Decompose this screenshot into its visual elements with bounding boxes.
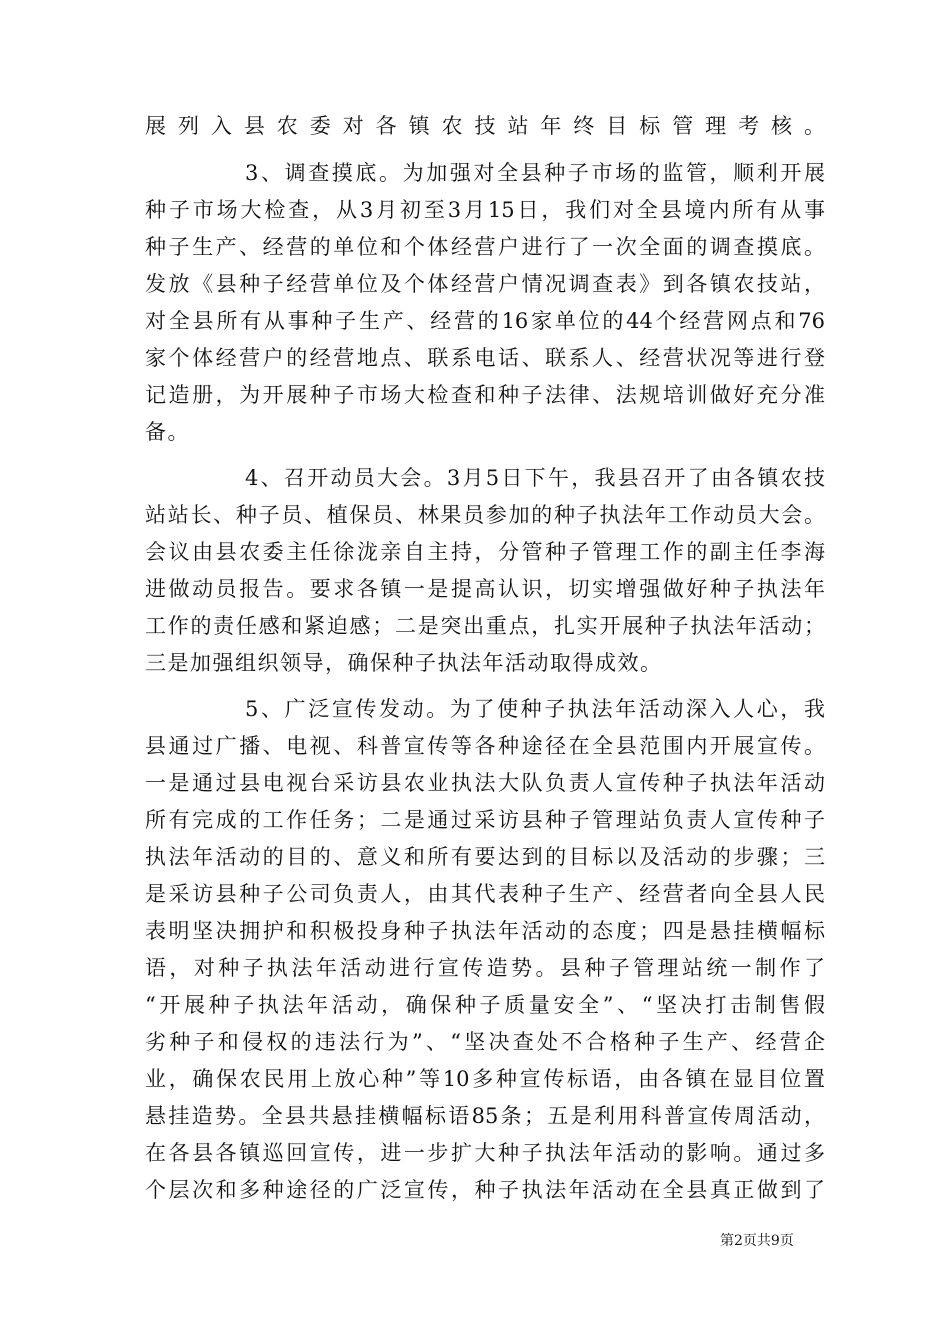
- text-line: 种子生产、经营的单位和个体经营户进行了一次全面的调查摸底。: [145, 235, 825, 259]
- text-line: “开展种子执法年活动，确保种子质量安全”、“坚决打击制售假: [145, 993, 825, 1017]
- text-line: 展列入县农委对各镇农技站年终目标管理考核。: [145, 114, 825, 138]
- text-line: 对全县所有从事种子生产、经营的16家单位的44个经营网点和76: [145, 309, 825, 333]
- text-line: 发放《县种子经营单位及个体经营户情况调查表》到各镇农技站，: [145, 272, 825, 296]
- text-line: 语，对种子执法年活动进行宣传造势。县种子管理站统一制作了: [145, 956, 825, 980]
- text-line: 家个体经营户的经营地点、联系电话、联系人、经营状况等进行登: [145, 346, 825, 370]
- text-line: 个层次和多种途径的广泛宣传，种子执法年活动在全县真正做到了: [145, 1178, 825, 1202]
- text-line: 劣种子和侵权的违法行为”、“坚决查处不合格种子生产、经营企: [145, 1030, 825, 1054]
- text-line: 在各县各镇巡回宣传，进一步扩大种子执法年活动的影响。通过多: [145, 1141, 825, 1165]
- text-line: 三是加强组织领导，确保种子执法年活动取得成效。: [145, 651, 663, 675]
- text-line: 5、广泛宣传发动。为了使种子执法年活动深入人心，我: [245, 697, 825, 721]
- text-line: 悬挂造势。全县共悬挂横幅标语85条；五是利用科普宣传周活动，: [145, 1104, 825, 1128]
- text-line: 是采访县种子公司负责人，由其代表种子生产、经营者向全县人民: [145, 882, 825, 906]
- text-line: 备。: [145, 420, 190, 444]
- page-number: 第2页共9页: [720, 1233, 794, 1249]
- text-line: 县通过广播、电视、科普宣传等各种途径在全县范围内开展宣传。: [145, 734, 825, 758]
- text-line: 记造册，为开展种子市场大检查和种子法律、法规培训做好充分准: [145, 383, 825, 407]
- text-line: 工作的责任感和紧迫感；二是突出重点，扎实开展种子执法年活动；: [145, 614, 825, 638]
- text-line: 表明坚决拥护和积极投身种子执法年活动的态度；四是悬挂横幅标: [145, 919, 825, 943]
- text-line: 种子市场大检查，从3月初至3月15日，我们对全县境内所有从事: [145, 198, 825, 222]
- text-line: 所有完成的工作任务；二是通过采访县种子管理站负责人宣传种子: [145, 808, 825, 832]
- text-line: 业，确保农民用上放心种”等10多种宣传标语，由各镇在显目位置: [145, 1067, 825, 1091]
- text-line: 3、调查摸底。为加强对全县种子市场的监管，顺利开展: [245, 161, 825, 185]
- text-line: 进做动员报告。要求各镇一是提高认识，切实增强做好种子执法年: [145, 577, 825, 601]
- text-line: 站站长、种子员、植保员、林果员参加的种子执法年工作动员大会。: [145, 503, 825, 527]
- text-line: 一是通过县电视台采访县农业执法大队负责人宣传种子执法年活动: [145, 771, 825, 795]
- text-line: 会议由县农委主任徐泷亲自主持，分管种子管理工作的副主任李海: [145, 540, 825, 564]
- text-line: 4、召开动员大会。3月5日下午，我县召开了由各镇农技: [245, 466, 825, 490]
- text-line: 执法年活动的目的、意义和所有要达到的目标以及活动的步骤；三: [145, 845, 825, 869]
